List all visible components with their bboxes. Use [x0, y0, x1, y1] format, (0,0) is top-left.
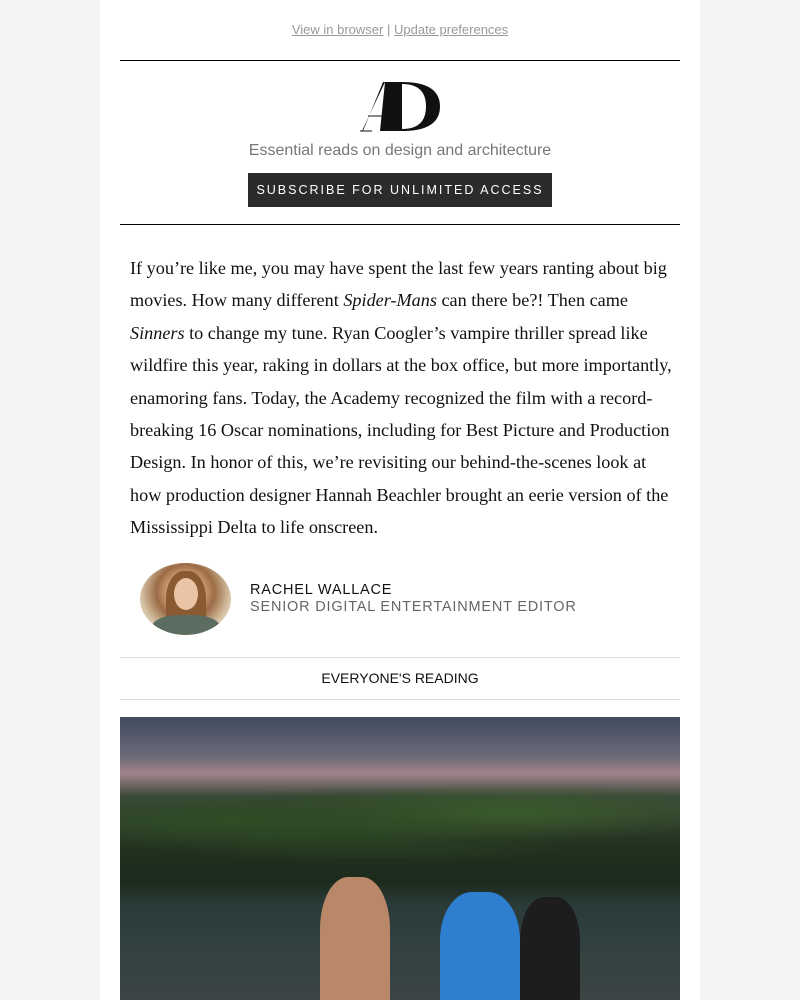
intro-italic-title: Sinners — [130, 322, 185, 343]
featured-article-image[interactable] — [120, 717, 680, 1000]
subscribe-button[interactable]: SUBSCRIBE FOR UNLIMITED ACCESS — [248, 173, 552, 207]
update-preferences-link[interactable]: Update preferences — [393, 22, 509, 37]
intro-text: can there be?! Then came — [436, 290, 628, 311]
link-separator: | — [386, 22, 391, 37]
top-links — [100, 22, 700, 37]
section-heading: EVERYONE'S READING — [321, 670, 479, 686]
divider — [120, 224, 680, 225]
intro-italic-title: Spider-Mans — [343, 290, 437, 311]
intro-text: If you’re like me, you may have spent the last few years ranting about big movies. How many different — [130, 258, 667, 311]
ad-logo[interactable] — [100, 78, 700, 134]
divider — [120, 657, 680, 658]
email-container — [100, 0, 700, 1000]
divider — [120, 699, 680, 700]
author-title: SENIOR DIGITAL ENTERTAINMENT EDITOR — [250, 599, 577, 615]
author-name: RACHEL WALLACE — [250, 582, 393, 598]
view-in-browser-link[interactable]: View in browser — [291, 22, 384, 37]
tagline: Essential reads on design and architecture — [248, 142, 552, 159]
divider — [120, 60, 680, 61]
intro-text: to change my tune. Ryan Coogler’s vampire thriller spread like wildfire this year, raking in dollars at the box office, but more importantly, enamoring fans. Today, the Academy recognized the film with a record-breaking 16 Oscar nominations, including for Best Picture and Production Design. In honor of this, we’re revisiting our behind-the-scenes look at how production designer Hannah Beachler brought an eerie version of the Mississippi Delta to life onscreen. — [130, 322, 672, 538]
intro-paragraph — [130, 252, 672, 544]
author-avatar — [140, 563, 231, 635]
